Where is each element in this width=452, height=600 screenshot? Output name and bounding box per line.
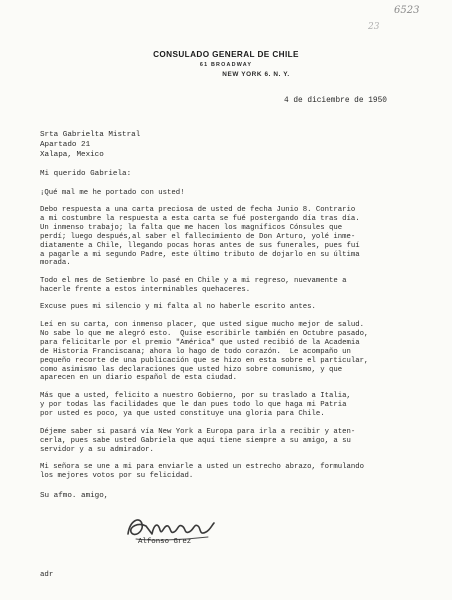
paragraph-line: Debo respuesta a una carta preciosa de usted de fecha Junio 8. Contrario	[40, 206, 356, 214]
paragraph-line: No sabe lo que me alegró esto. Quise escribirle también en Octubre pasado,	[40, 329, 369, 338]
recipient-address: Apartado 21	[40, 141, 91, 149]
paragraph-line: Déjeme saber si pasará vía New York a Europa para irla a recibir y aten-	[40, 428, 356, 436]
paragraph-line: y por todas las facilidades que le dan pues todo lo que haga mi Patria	[40, 400, 347, 409]
paragraph-line: aparecen en un diario español de esta ciudad.	[40, 374, 238, 383]
paragraph-6	[40, 392, 430, 419]
paragraph-line: servidor y a su admirador.	[40, 445, 154, 454]
paragraph-line: pequeño recorte de una publicación que se hizo en esta sobre el particular,	[40, 356, 369, 365]
archive-number: 6523	[394, 5, 420, 16]
recipient-name: Srta Gabrielta Mistral	[40, 131, 141, 139]
paragraph-line: hacerle frente a estos interminables quehaceres.	[40, 285, 251, 294]
letterhead-name: CONSULADO GENERAL DE CHILE	[153, 50, 299, 59]
paragraph-line: cerla, pues sabe usted Gabriela que aquí tiene siempre a su amigo, a su	[40, 436, 351, 445]
signer-name: Alfonso Grez	[138, 538, 192, 546]
paragraph-line: Leí en su carta, con inmenso placer, que usted sigue mucho mejor de salud.	[40, 321, 365, 329]
paragraph-line: morada.	[40, 259, 71, 268]
pencil-mark: 23	[368, 22, 380, 32]
paragraph-8	[40, 463, 430, 481]
paragraph-line: a mi costumbre la respuesta a esta carta se fué postergando día tras día.	[40, 214, 360, 223]
typist-initials: adr	[40, 571, 54, 579]
paragraph-2	[40, 206, 430, 268]
letterhead-city: NEW YORK 6. N. Y.	[222, 71, 290, 78]
paragraph-7	[40, 428, 430, 455]
paragraph-line: a pagarle a mi segundo Padre, este último tributo de dojarlo en su última	[40, 250, 360, 259]
salutation: Mi querido Gabriela:	[40, 170, 132, 178]
paragraph-5	[40, 321, 430, 383]
paragraph-line: ¡Qué mal me he portado con usted!	[40, 189, 185, 197]
paragraph-1	[40, 189, 430, 198]
paragraph-line: Excuse pues mi silencio y mi falta al no haberle escrito antes.	[40, 303, 316, 311]
paragraph-line: Un inmenso trabajo; la falta que me hacen los magníficos Cónsules que	[40, 223, 343, 232]
paragraph-4	[40, 303, 430, 312]
paragraph-line: Todo el mes de Setiembre lo pasé en Chile y a mi regreso, nuevamente a	[40, 277, 347, 285]
letter-date: 4 de diciembre de 1950	[284, 97, 387, 105]
paragraph-line: como asimismo las declaraciones que usted hizo sobre comunismo, y que	[40, 365, 343, 374]
paragraph-line: diatamente a Chile, llegando pocas horas antes de sus funerales, pues fuí	[40, 241, 360, 250]
letterhead-address: 61 BROADWAY	[199, 62, 253, 68]
paragraph-line: perdí; luego después,al saber el fallecimiento de Don Arturo, yolé inme-	[40, 232, 356, 241]
paragraph-line: Mi señora se une a mi para enviarle a usted un estrecho abrazo, formulando	[40, 463, 365, 471]
paragraph-line: Más que a usted, felicito a nuestro Gobierno, por su traslado a Italia,	[40, 392, 351, 400]
paragraph-3	[40, 277, 430, 295]
closing: Su afmo. amigo,	[40, 492, 109, 500]
paragraph-line: los mejores votos por su felicidad.	[40, 471, 194, 480]
paragraph-line: de Historia Franciscana; ahora lo hago de todo corazón. Le acompaño un	[40, 347, 351, 356]
paragraph-line: por usted es poco, ya que usted constituye una gloria para Chile.	[40, 409, 325, 418]
recipient-city: Xalapa, Mexico	[40, 151, 104, 159]
paragraph-line: para felicitarle por el premio "América" que usted recibió de la Academia	[40, 338, 360, 347]
